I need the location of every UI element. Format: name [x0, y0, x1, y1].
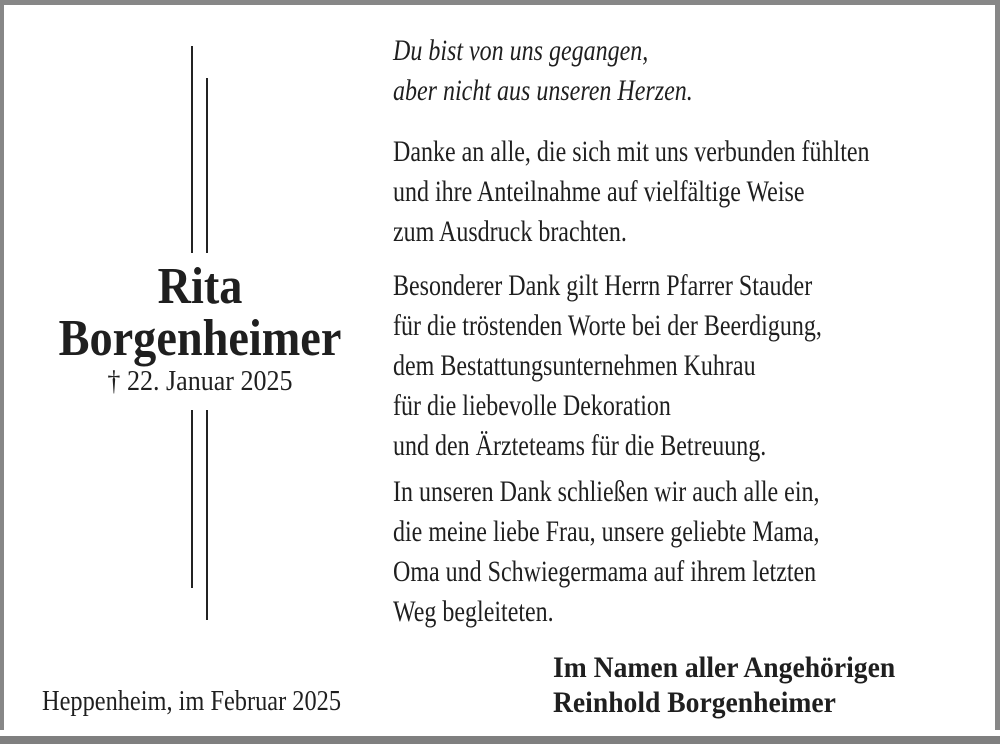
- decorative-line-top-right: [206, 78, 209, 253]
- frame-border-top: [0, 0, 1000, 5]
- frame-border-left: [0, 0, 4, 730]
- paragraph-line: Danke an alle, die sich mit uns verbunden fühlten: [393, 135, 870, 168]
- epigraph-line: aber nicht aus unseren Herzen.: [393, 74, 693, 107]
- paragraph-line: Besonderer Dank gilt Herrn Pfarrer Stauder: [393, 269, 813, 302]
- deceased-first-name: Rita: [157, 258, 243, 315]
- paragraph-line: und den Ärzteteams für die Betreuung.: [393, 429, 767, 462]
- frame-border-bottom: [0, 736, 1000, 744]
- deceased-last-name: Borgenheimer: [58, 310, 342, 367]
- thanks-paragraph-special: [393, 266, 822, 466]
- paragraph-line: Oma und Schwiegermama auf ihrem letzten: [393, 555, 817, 588]
- decorative-line-top-left: [191, 46, 193, 253]
- epigraph: [393, 31, 693, 111]
- death-date: † 22. Januar 2025: [107, 366, 293, 397]
- paragraph-line: für die tröstenden Worte bei der Beerdigung,: [393, 309, 822, 342]
- paragraph-line: zum Ausdruck brachten.: [393, 215, 627, 248]
- epigraph-line: Du bist von uns gegangen,: [393, 34, 649, 67]
- decorative-line-bottom-right: [206, 410, 209, 620]
- place-date: Heppenheim, im Februar 2025: [42, 685, 342, 717]
- signoff-line: Im Namen aller Angehörigen: [553, 651, 896, 684]
- thanks-paragraph-farewell: [393, 472, 820, 632]
- paragraph-line: In unseren Dank schließen wir auch alle ein,: [393, 475, 820, 508]
- signoff: [553, 650, 895, 720]
- paragraph-line: dem Bestattungsunternehmen Kuhrau: [393, 349, 756, 382]
- paragraph-line: und ihre Anteilnahme auf vielfältige Weise: [393, 175, 805, 208]
- signoff-line: Reinhold Borgenheimer: [553, 686, 836, 719]
- paragraph-line: für die liebevolle Dekoration: [393, 389, 671, 422]
- paragraph-line: Weg begleiteten.: [393, 595, 554, 628]
- thanks-paragraph-general: [393, 132, 870, 252]
- frame-border-right: [995, 0, 1000, 730]
- paragraph-line: die meine liebe Frau, unsere geliebte Mama,: [393, 515, 820, 548]
- deceased-name: [22, 258, 378, 367]
- decorative-line-bottom-left: [191, 410, 193, 588]
